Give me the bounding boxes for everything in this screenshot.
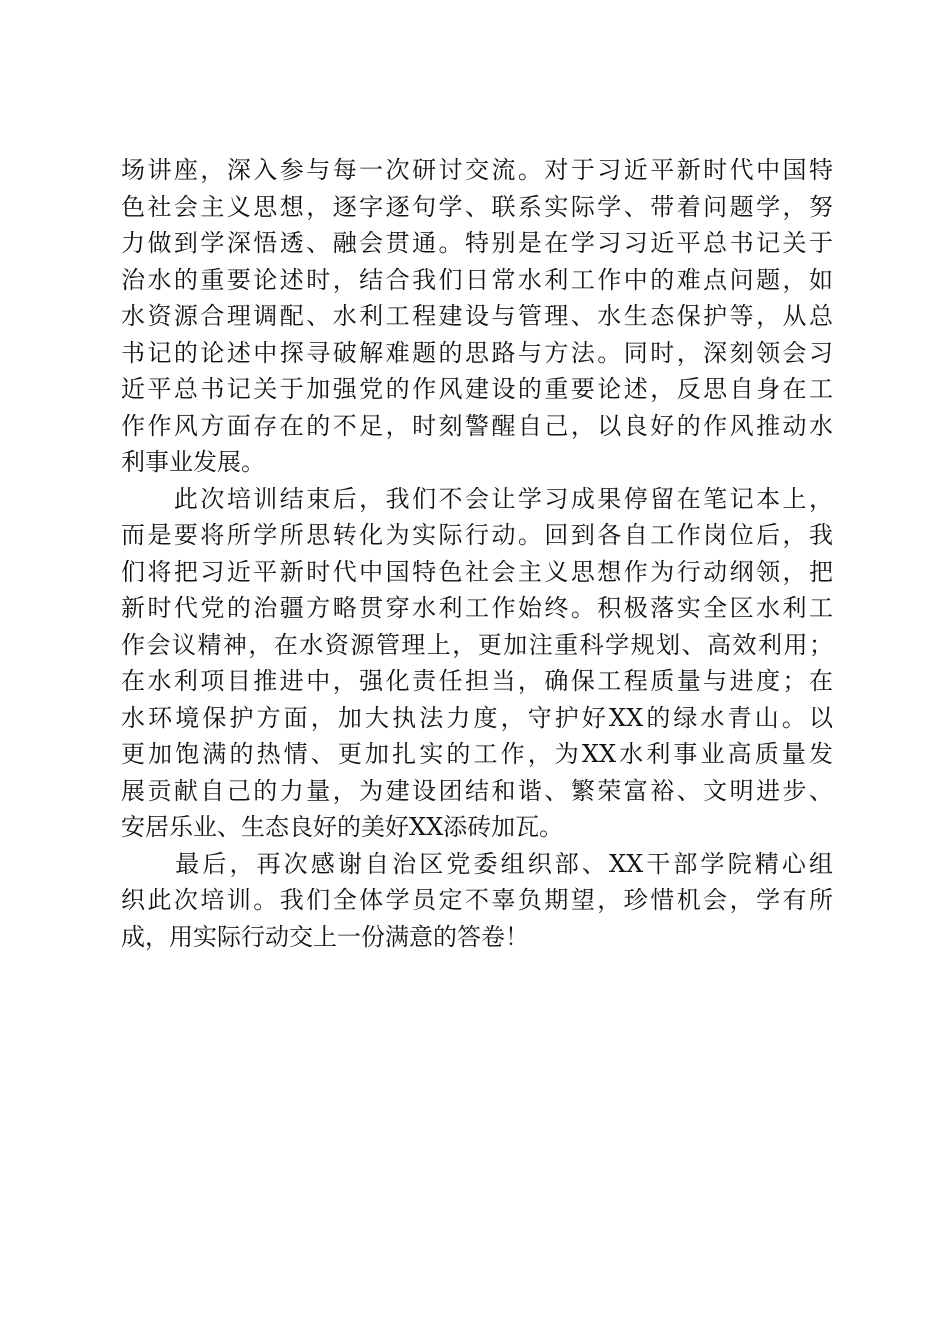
text-line: 近平总书记关于加强党的作风建设的重要论述，反思自身在工 xyxy=(121,375,833,403)
text-line: 色社会主义思想，逐字逐句学、联系实际学、带着问题学，努 xyxy=(121,192,833,221)
text-line: 水环境保护方面，加大执法力度，守护好XX的绿水青山。以 xyxy=(121,703,833,732)
text-line: 安居乐业、生态良好的美好XX添砖加瓦。 xyxy=(121,813,564,841)
text-line: 们将把习近平新时代中国特色社会主义思想作为行动纲领，把 xyxy=(121,557,833,586)
document-body xyxy=(121,152,833,955)
text-line: 最后，再次感谢自治区党委组织部、XX干部学院精心组 xyxy=(121,849,833,878)
text-line: 力做到学深悟透、融会贯通。特别是在学习习近平总书记关于 xyxy=(121,229,833,257)
text-line: 作会议精神，在水资源管理上，更加注重科学规划、高效利用； xyxy=(121,630,833,659)
text-line: 水资源合理调配、水利工程建设与管理、水生态保护等，从总 xyxy=(121,302,833,330)
text-line: 新时代党的治疆方略贯穿水利工作始终。积极落实全区水利工 xyxy=(121,594,833,622)
paragraph-2 xyxy=(121,481,833,846)
text-line: 在水利项目推进中，强化责任担当，确保工程质量与进度；在 xyxy=(121,667,833,695)
text-line: 治水的重要论述时，结合我们日常水利工作中的难点问题，如 xyxy=(121,265,833,294)
text-line: 而是要将所学所思转化为实际行动。回到各自工作岗位后，我 xyxy=(121,521,833,549)
paragraph-1 xyxy=(121,152,833,481)
text-line: 场讲座，深入参与每一次研讨交流。对于习近平新时代中国特 xyxy=(121,156,833,184)
text-line: 展贡献自己的力量，为建设团结和谐、繁荣富裕、文明进步、 xyxy=(121,776,833,805)
paragraph-3 xyxy=(121,846,833,956)
text-line: 更加饱满的热情、更加扎实的工作，为XX水利事业高质量发 xyxy=(121,740,833,768)
text-line: 利事业发展。 xyxy=(121,448,265,476)
text-line: 书记的论述中探寻破解难题的思路与方法。同时，深刻领会习 xyxy=(121,338,833,367)
text-line: 此次培训结束后，我们不会让学习成果停留在笔记本上， xyxy=(121,484,833,513)
text-line: 成，用实际行动交上一份满意的答卷！ xyxy=(121,922,529,951)
text-line: 作作风方面存在的不足，时刻警醒自己，以良好的作风推动水 xyxy=(121,411,833,440)
text-line: 织此次培训。我们全体学员定不辜负期望，珍惜机会，学有所 xyxy=(121,886,833,914)
